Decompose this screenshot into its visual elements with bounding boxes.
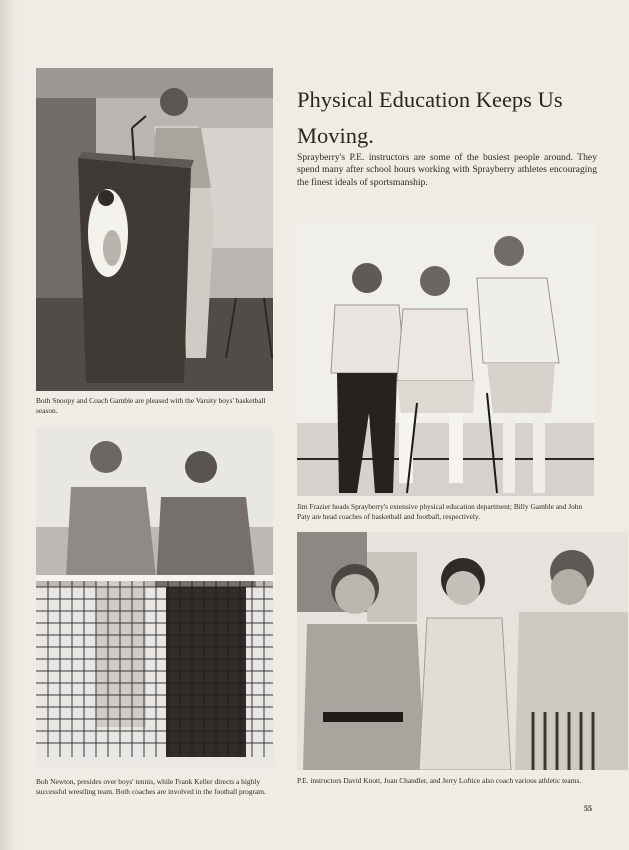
photo-coach-podium xyxy=(36,68,273,391)
photo-pe-instructors-image xyxy=(297,532,628,770)
caption-podium: Both Snoopy and Coach Gamble are pleased with the Varsity boys' basketball season. xyxy=(36,396,266,415)
intro-paragraph: Sprayberry's P.E. instructors are some of the busiest people around. They spend many after school hours working with Sprayberry athletes encouraging the finest ideals of sportsmanship. xyxy=(297,152,597,188)
page-title: Physical Education Keeps Us Moving. xyxy=(297,87,563,148)
photo-pe-instructors xyxy=(297,532,628,770)
photo-three-coaches-image xyxy=(297,223,594,496)
photo-tennis-coaches-image xyxy=(36,427,273,767)
caption-instructors: P.E. instructors David Knott, Joan Chandler, and Jerry Loftice also coach various athletic teams. xyxy=(297,776,582,785)
caption-trio: Jim Frazier heads Sprayberry's extensive physical education department; Billy Gamble and John Paty are head coaches of basketball and football, respectively. xyxy=(297,502,583,521)
caption-tennis: Bob Newton, presides over boys' tennis, while Frank Keller directs a highly successful wrestling team. Both coaches are involved in the football program. xyxy=(36,777,266,796)
photo-coach-podium-image xyxy=(36,68,273,391)
photo-tennis-coaches xyxy=(36,427,273,767)
page-number: 55 xyxy=(584,804,592,813)
photo-three-coaches xyxy=(297,223,594,496)
